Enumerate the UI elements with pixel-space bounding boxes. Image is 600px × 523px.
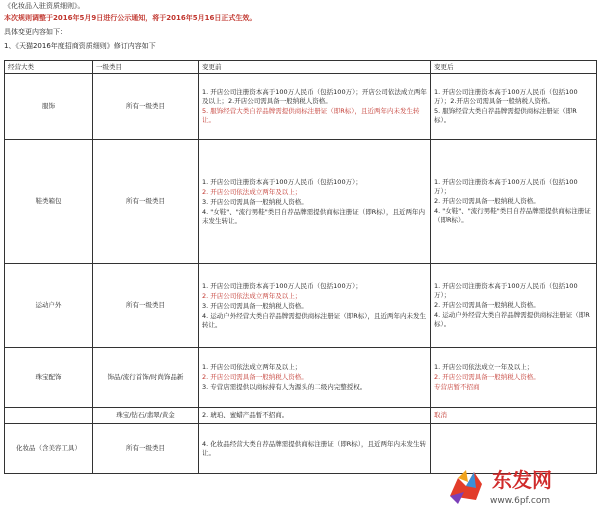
requirement-item: 4. 化妆品经营大类自荐品牌需提供商标注册证（即R标），且近两年内未发生转让。	[202, 439, 427, 457]
requirement-item: 2. 开店公司需具备一般纳税人资格。	[202, 373, 308, 381]
row-subcategory: 所有一级类目	[93, 140, 199, 264]
requirement-item: 2. 开店公司依法成立两年及以上；	[202, 291, 302, 300]
table-row	[5, 264, 597, 348]
header-after: 变更后	[431, 61, 597, 74]
requirement-item: 2. 开店公司需具备一般纳税人资格。	[434, 301, 540, 309]
row-subcategory: 珠宝/钻石/翡翠/黄金	[93, 408, 199, 424]
header-category: 经营大类	[5, 61, 93, 74]
requirement-item: 2. 琥珀、蜜蜡产品暂不招商。	[202, 411, 289, 419]
requirement-item: 1. 开店公司依法成立一年及以上；	[434, 363, 534, 371]
revision-heading: 1、《天猫2016年度招商资质细则》修订内容如下	[4, 42, 156, 50]
requirement-item: 4. "女鞋"、"流行男鞋"类目自荐品牌需提供商标注册证（即R标）。	[434, 207, 591, 224]
row-subcategory: 所有一级类目	[93, 424, 199, 474]
requirement-item: 1. 开店公司注册资本高于100万人民币（包括100万）；	[434, 282, 578, 299]
requirement-item: 1. 开店公司依法成立两年及以上；	[202, 363, 302, 371]
requirement-item: 3. 开店公司需具备一般纳税人资格。	[202, 197, 308, 206]
row-after	[431, 140, 597, 264]
requirement-item: 3. 专营店需提供以商标持有人为源头的二级内完整授权。	[202, 383, 367, 391]
deer-logo-icon	[446, 466, 486, 506]
requirement-item: 2. 开店公司需具备一般纳税人资格。	[434, 197, 540, 205]
requirement-item: 取消	[434, 411, 447, 419]
requirement-item: 1. 开店公司注册资本高于100万人民币（包括100万）；2.开店公司需具备一般纳税人资格。	[434, 88, 578, 105]
table-row	[5, 348, 597, 408]
header-subcategory: 一级类目	[93, 61, 199, 74]
table-body	[5, 74, 597, 474]
requirement-item: 1. 开店公司注册资本高于100万人民币（包括100万）；	[202, 281, 362, 290]
row-category: 鞋类箱包	[5, 140, 93, 264]
watermark-name: 东发网	[492, 468, 552, 492]
row-before	[199, 74, 431, 140]
table-row	[5, 408, 597, 424]
requirement-item: 5. 服饰经营大类自荐品牌需提供商标注册证（即R标），且近两年内未发生转让。	[202, 107, 420, 124]
header-before: 变更前	[199, 61, 431, 74]
requirement-item: 4. 运动户外经营大类自荐品牌需提供商标注册证（即R标），且近两年内未发生转让。	[202, 311, 427, 329]
requirement-item: 1. 开店公司注册资本高于100万人民币（包括100万）；开店公司依法成立两年及以上；2.开店公司需具备一般纳税人资格。	[202, 88, 427, 105]
row-category: 化妆品（含美容工具）	[5, 424, 93, 474]
row-category: 服饰	[5, 74, 93, 140]
notice-line: 本次规则调整于2016年5月9日进行公示通知，将于2016年5月16日正式生效。	[4, 14, 257, 22]
requirement-item: 2. 开店公司依法成立两年及以上；	[202, 187, 302, 196]
row-after	[431, 264, 597, 348]
row-after	[431, 348, 597, 408]
watermark-url: www.6pf.com	[490, 496, 551, 506]
row-subcategory: 所有一级类目	[93, 74, 199, 140]
requirement-item: 1. 开店公司注册资本高于100万人民币（包括100万）；	[202, 177, 362, 186]
row-before	[199, 408, 431, 424]
changes-table	[4, 60, 597, 474]
row-category: 运动户外	[5, 264, 93, 348]
row-before	[199, 140, 431, 264]
requirement-item: 2. 开店公司需具备一般纳税人资格。	[434, 373, 540, 381]
intro-line: 《化妆品入驻资质细则》。	[4, 2, 85, 10]
table-row	[5, 74, 597, 140]
requirement-item: 4. 运动户外经营大类自荐品牌需提供商标注册证（即R标）。	[434, 311, 590, 328]
row-category: 珠宝配饰	[5, 348, 93, 408]
requirement-item: 1. 开店公司注册资本高于100万人民币（包括100万）；	[434, 178, 578, 195]
row-subcategory: 所有一级类目	[93, 264, 199, 348]
requirement-item: 专营店暂不招商	[434, 383, 480, 391]
row-before	[199, 348, 431, 408]
requirement-item: 4. "女鞋"、"流行男鞋"类目自荐品牌需提供商标注册证（即R标），且近两年内未发生转让。	[202, 207, 425, 225]
requirement-item: 3. 开店公司需具备一般纳税人资格。	[202, 301, 308, 310]
row-before	[199, 424, 431, 474]
requirement-item: 5. 服饰经营大类自荐品牌需提供商标注册证（即R标）。	[434, 107, 577, 124]
row-before	[199, 264, 431, 348]
table-row	[5, 140, 597, 264]
row-category	[5, 408, 93, 424]
row-subcategory: 饰品/流行首饰/时尚饰品新	[93, 348, 199, 408]
row-after	[431, 74, 597, 140]
row-after	[431, 408, 597, 424]
watermark	[444, 462, 594, 517]
specific-changes-line: 具体变更内容如下：	[4, 28, 67, 36]
